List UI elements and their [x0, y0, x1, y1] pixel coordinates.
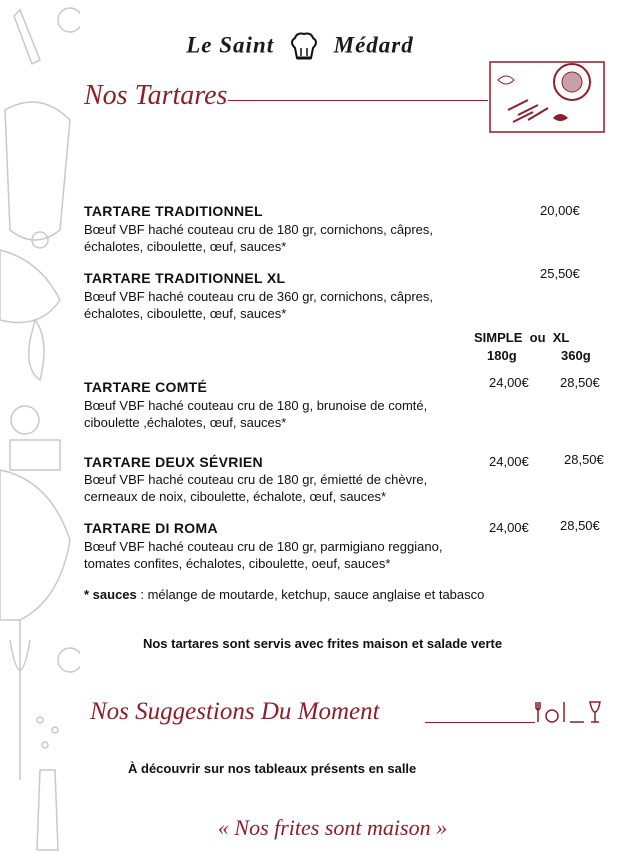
dish-price-xl: 28,50€: [560, 518, 600, 533]
size-xl-weight: 360g: [561, 348, 591, 363]
dish-name: TARTARE TRADITIONNEL XL: [84, 270, 286, 286]
kitchen-doodle-icon: [0, 0, 80, 860]
size-ou: ou: [529, 330, 546, 345]
dish-price-simple: 24,00€: [489, 520, 529, 535]
section-rule: [228, 100, 488, 101]
size-simple-weight: 180g: [487, 348, 517, 363]
suggestions-text: À découvrir sur nos tableaux présents en salle: [128, 761, 417, 776]
dish-desc: Bœuf VBF haché couteau cru de 180 gr, parmigiano reggiano, tomates confites, échalotes, ciboulette, oeuf, sauces*: [84, 539, 443, 571]
brand-right: Médard: [333, 32, 414, 58]
dish-desc: Bœuf VBF haché couteau cru de 180 g, brunoise de comté, ciboulette ,échalotes, œuf, sauces*: [84, 398, 428, 430]
food-plate-illustration: [488, 60, 606, 134]
dish-name: TARTARE COMTÉ: [84, 379, 208, 395]
dish-price-xl: 28,50€: [560, 375, 600, 390]
size-simple: SIMPLE: [474, 330, 523, 345]
dish-price: 20,00€: [540, 203, 580, 218]
brand-left: Le Saint: [186, 32, 275, 58]
suggestions-section-title: Nos Suggestions Du Moment: [90, 698, 380, 725]
tableware-icon: [534, 700, 604, 726]
sauces-text: : mélange de moutarde, ketchup, sauce anglaise et tabasco: [136, 587, 485, 602]
served-note: Nos tartares sont servis avec frites maison et salade verte: [142, 636, 503, 651]
size-header: [474, 330, 569, 345]
chef-hat-icon: [287, 30, 321, 64]
dish-desc: Bœuf VBF haché couteau cru de 180 gr, émietté de chèvre, cerneaux de noix, ciboulette, échalote, œuf, sauces*: [84, 472, 428, 504]
size-xl: XL: [552, 330, 570, 345]
dish-desc: Bœuf VBF haché couteau cru de 360 gr, cornichons, câpres, échalotes, ciboulette, œuf, sauces*: [84, 289, 434, 321]
dish-price-simple: 24,00€: [489, 454, 529, 469]
sauces-label: * sauces: [84, 587, 137, 602]
brand-title: [150, 30, 450, 64]
tartares-section-title: Nos Tartares: [84, 80, 228, 111]
dish-name: TARTARE DEUX SÉVRIEN: [84, 454, 263, 470]
dish-name: TARTARE TRADITIONNEL: [84, 203, 263, 219]
dish-name: TARTARE DI ROMA: [84, 520, 218, 536]
footer-quote: « Nos frites sont maison »: [217, 815, 448, 840]
dish-price-simple: 24,00€: [489, 375, 529, 390]
dish-price: 25,50€: [540, 266, 580, 281]
dish-desc: Bœuf VBF haché couteau cru de 180 gr, cornichons, câpres, échalotes, ciboulette, œuf, sauces*: [84, 222, 434, 254]
sauces-note: [84, 587, 484, 602]
dish-price-xl: 28,50€: [564, 452, 604, 467]
section-rule: [425, 722, 535, 723]
